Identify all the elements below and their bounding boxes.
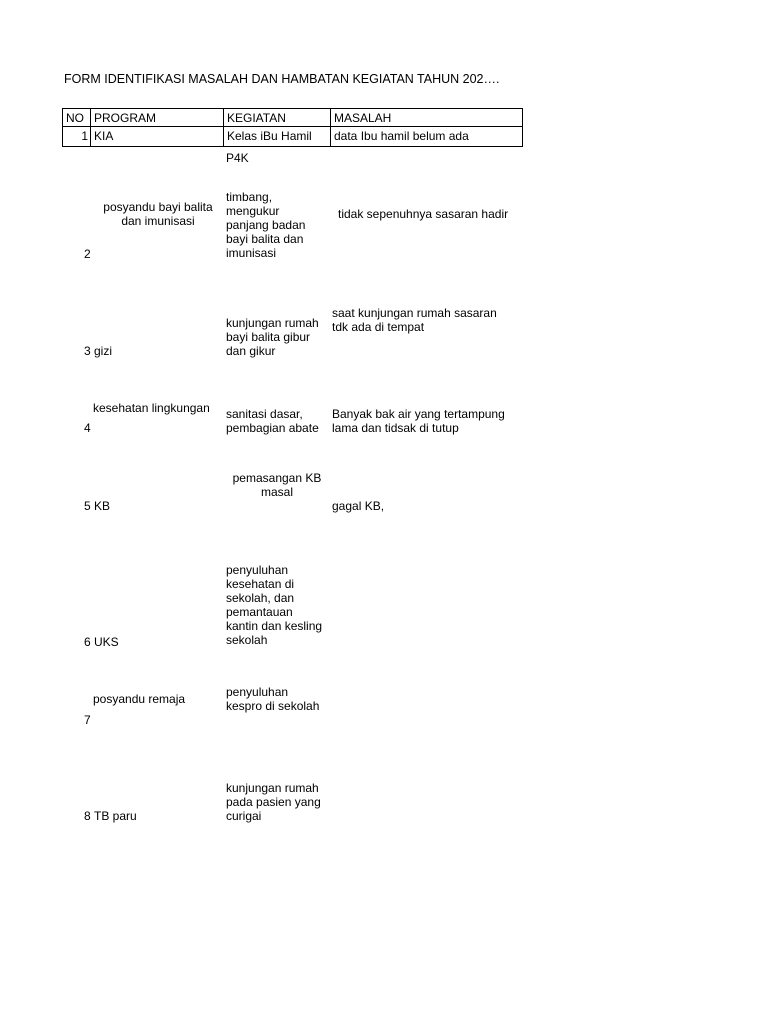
row4-no: 4	[84, 421, 91, 435]
row6-kegiatan: penyuluhan kesehatan di sekolah, dan pemantauan kantin dan kesling sekolah	[226, 563, 323, 647]
row8-kegiatan: kunjungan rumah pada pasien yang curigai	[226, 781, 321, 823]
row6-no: 6	[84, 635, 91, 649]
row8-no: 8	[84, 809, 91, 823]
row1-masalah-cell	[330, 127, 523, 147]
row2-program: posyandu bayi balita dan imunisasi	[103, 200, 213, 228]
row2-no: 2	[84, 247, 91, 261]
row7-kegiatan: penyuluhan kespro di sekolah	[226, 685, 320, 713]
row3-no: 3	[84, 344, 91, 358]
header-kegiatan	[223, 108, 331, 127]
row5-no: 5	[84, 499, 91, 513]
form-title: FORM IDENTIFIKASI MASALAH DAN HAMBATAN KEGIATAN TAHUN 202….	[64, 72, 500, 86]
row1-no-cell	[62, 127, 91, 147]
row1-kegiatan-cell	[223, 127, 331, 147]
row8-program: TB paru	[94, 809, 137, 823]
row4-program: kesehatan lingkungan	[93, 401, 210, 415]
row2-masalah: tidak sepenuhnya sasaran hadir	[338, 207, 509, 221]
row7-no: 7	[84, 713, 91, 727]
row1-kegiatan-extra: P4K	[226, 151, 249, 165]
row3-kegiatan: kunjungan rumah bayi balita gibur dan gikur	[226, 316, 319, 358]
header-masalah-label: MASALAH	[334, 111, 392, 125]
row1-masalah: data Ibu hamil belum ada	[334, 129, 469, 143]
header-program	[90, 108, 224, 127]
row3-masalah: saat kunjungan rumah sasaran tdk ada di tempat	[332, 306, 497, 334]
row5-program: KB	[94, 499, 111, 513]
row1-program-cell	[90, 127, 224, 147]
row6-program: UKS	[94, 635, 119, 649]
header-masalah	[330, 108, 523, 127]
row7-program: posyandu remaja	[93, 692, 186, 706]
row3-program: gizi	[94, 344, 113, 358]
row1-kegiatan: Kelas iBu Hamil	[227, 129, 312, 143]
row4-kegiatan: sanitasi dasar, pembagian abate	[226, 407, 319, 435]
header-program-label: PROGRAM	[94, 111, 157, 125]
row5-kegiatan: pemasangan KB masal	[232, 471, 322, 499]
header-no-label: NO	[66, 111, 84, 125]
row1-no: 1	[81, 129, 88, 143]
row1-program: KIA	[94, 129, 114, 143]
header-kegiatan-label: KEGIATAN	[227, 111, 286, 125]
row5-masalah: gagal KB,	[332, 499, 385, 513]
row4-masalah: Banyak bak air yang tertampung lama dan tidsak di tutup	[332, 407, 505, 435]
header-no	[62, 108, 91, 127]
row2-kegiatan: timbang, mengukur panjang badan bayi balita dan imunisasi	[226, 190, 306, 260]
